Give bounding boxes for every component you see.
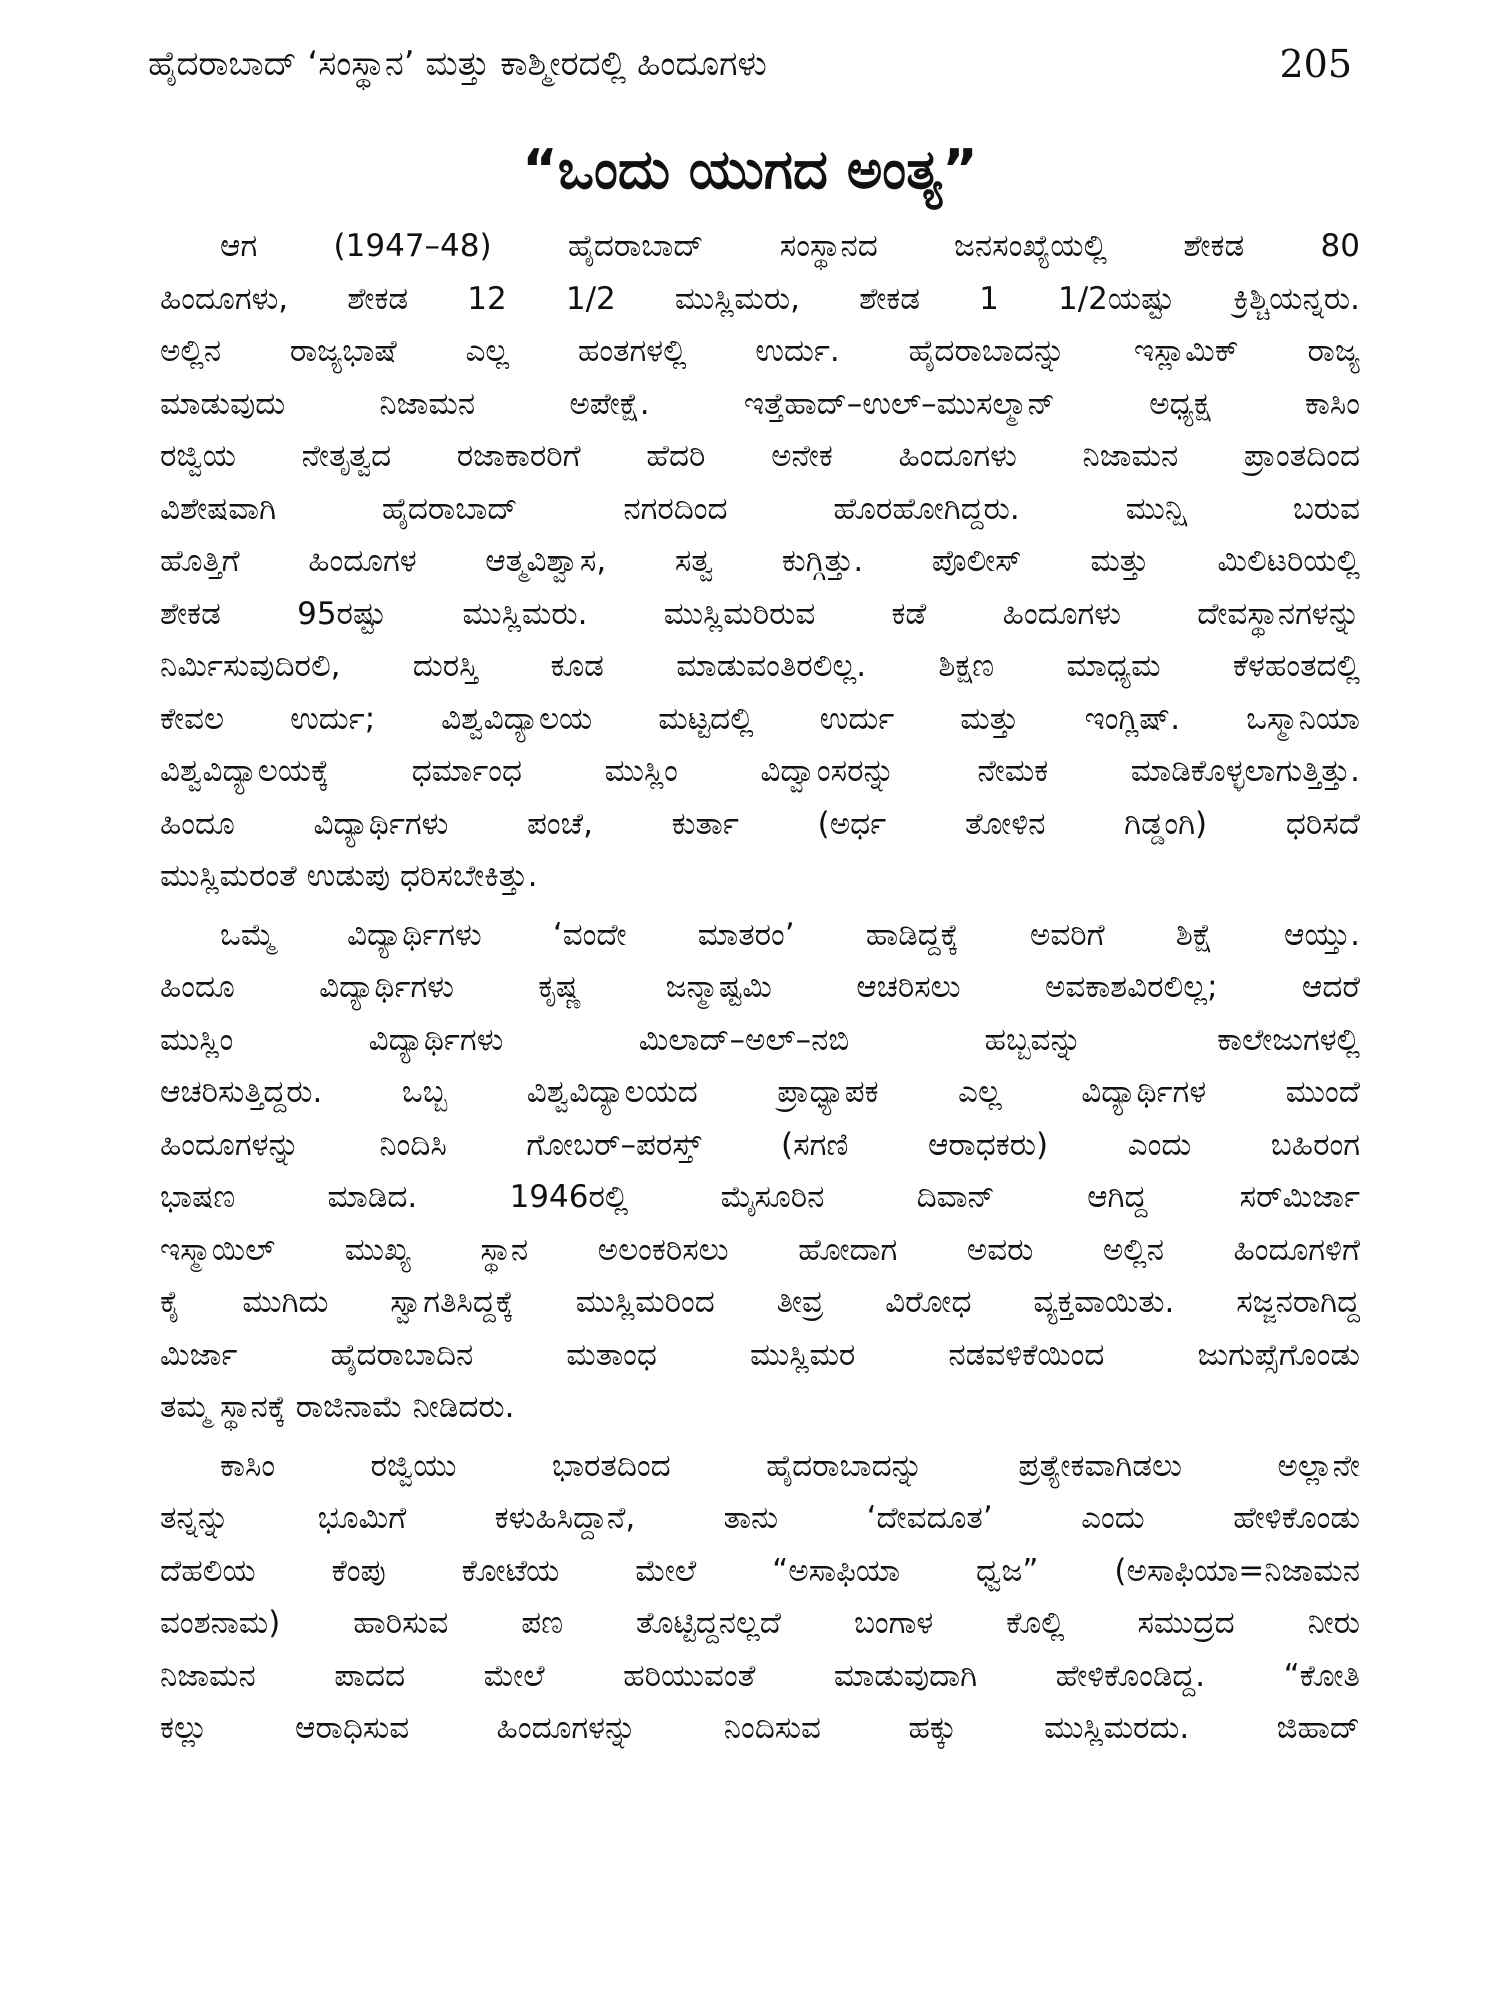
text-line: ಹೊತ್ತಿಗೆ ಹಿಂದೂಗಳ ಆತ್ಮವಿಶ್ವಾಸ, ಸತ್ವ ಕುಗ್ಗಿತ್ತು. ಪೊಲೀಸ್ ಮತ್ತು ಮಿಲಿಟರಿಯಲ್ಲಿ xyxy=(160,543,1360,579)
paragraph-2 xyxy=(160,909,1360,1434)
text-line: ನಿರ್ಮಿಸುವುದಿರಲಿ, ದುರಸ್ತಿ ಕೂಡ ಮಾಡುವಂತಿರಲಿಲ್ಲ. ಶಿಕ್ಷಣ ಮಾಧ್ಯಮ ಕೆಳಹಂತದಲ್ಲಿ xyxy=(160,648,1360,684)
text-line: ಭಾಷಣ ಮಾಡಿದ. 1946ರಲ್ಲಿ ಮೈಸೂರಿನ ದಿವಾನ್ ಆಗಿದ್ದ ಸರ್‌ಮಿರ್ಜಾ xyxy=(160,1179,1360,1215)
text-line: ಇಸ್ಮಾಯಿಲ್ ಮುಖ್ಯ ಸ್ಥಾನ ಅಲಂಕರಿಸಲು ಹೋದಾಗ ಅವರು ಅಲ್ಲಿನ ಹಿಂದೂಗಳಿಗೆ xyxy=(160,1231,1360,1268)
text-line: ರಜ್ವಿಯ ನೇತೃತ್ವದ ರಜಾಕಾರರಿಗೆ ಹೆದರಿ ಅನೇಕ ಹಿಂದೂಗಳು ನಿಜಾಮನ ಪ್ರಾಂತದಿಂದ xyxy=(160,438,1360,474)
text-line: ತಮ್ಮ ಸ್ಥಾನಕ್ಕೆ ರಾಜಿನಾಮೆ ನೀಡಿದರು. xyxy=(160,1389,515,1425)
text-line: ಹಿಂದೂಗಳು, ಶೇಕಡ 12 1/2 ಮುಸ್ಲಿಮರು, ಶೇಕಡ 1 1/2ಯಷ್ಟು ಕ್ರಿಶ್ಚಿಯನ್ನರು. xyxy=(160,280,1360,317)
text-line: ಕೇವಲ ಉರ್ದು; ವಿಶ್ವವಿದ್ಯಾಲಯ ಮಟ್ಟದಲ್ಲಿ ಉರ್ದು ಮತ್ತು ಇಂಗ್ಲಿಷ್. ಒಸ್ಮಾನಿಯಾ xyxy=(160,700,1360,737)
text-line: ದೆಹಲಿಯ ಕೆಂಪು ಕೋಟೆಯ ಮೇಲೆ “ಅಸಾಫಿಯಾ ಧ್ವಜ” (ಅಸಾಫಿಯಾ=ನಿಜಾಮನ xyxy=(160,1552,1360,1589)
text-line: ನಿಜಾಮನ ಪಾದದ ಮೇಲೆ ಹರಿಯುವಂತೆ ಮಾಡುವುದಾಗಿ ಹೇಳಿಕೊಂಡಿದ್ದ. “ಕೋತಿ xyxy=(160,1657,1360,1694)
text-line: ಹಿಂದೂ ವಿದ್ಯಾರ್ಥಿಗಳು ಕೃಷ್ಣ ಜನ್ಮಾಷ್ಟಮಿ ಆಚರಿಸಲು ಅವಕಾಶವಿರಲಿಲ್ಲ; ಆದರೆ xyxy=(160,969,1360,1005)
text-line: ಶೇಕಡ 95ರಷ್ಟು ಮುಸ್ಲಿಮರು. ಮುಸ್ಲಿಮರಿರುವ ಕಡೆ ಹಿಂದೂಗಳು ದೇವಸ್ಥಾನಗಳನ್ನು xyxy=(160,595,1360,632)
text-line: ಮಾಡುವುದು ನಿಜಾಮನ ಅಪೇಕ್ಷೆ. ಇತ್ತೆಹಾದ್–ಉಲ್–ಮುಸಲ್ಮಾನ್ ಅಧ್ಯಕ್ಷ ಕಾಸಿಂ xyxy=(160,385,1360,422)
text-line: ಆಗ (1947–48) ಹೈದರಾಬಾದ್ ಸಂಸ್ಥಾನದ ಜನಸಂಖ್ಯೆಯಲ್ಲಿ ಶೇಕಡ 80 xyxy=(220,228,1360,264)
text-line: ಕಾಸಿಂ ರಜ್ವಿಯು ಭಾರತದಿಂದ ಹೈದರಾಬಾದನ್ನು ಪ್ರತ್ಯೇಕವಾಗಿಡಲು ಅಲ್ಲಾನೇ xyxy=(220,1447,1360,1484)
text-line: ಒಮ್ಮೆ ವಿದ್ಯಾರ್ಥಿಗಳು ‘ವಂದೇ ಮಾತರಂ’ ಹಾಡಿದ್ದಕ್ಕೆ ಅವರಿಗೆ ಶಿಕ್ಷೆ ಆಯ್ತು. xyxy=(220,916,1360,953)
text-line: ತನ್ನನ್ನು ಭೂಮಿಗೆ ಕಳುಹಿಸಿದ್ದಾನೆ, ತಾನು ‘ದೇವದೂತ’ ಎಂದು ಹೇಳಿಕೊಂಡು xyxy=(160,1500,1360,1536)
text-line: ಕೈ ಮುಗಿದು ಸ್ವಾಗತಿಸಿದ್ದಕ್ಕೆ ಮುಸ್ಲಿಮರಿಂದ ತೀವ್ರ ವಿರೋಧ ವ್ಯಕ್ತವಾಯಿತು. ಸಜ್ಜನರಾಗಿದ್ದ xyxy=(160,1284,1360,1320)
text-line: ಮಿರ್ಜಾ ಹೈದರಾಬಾದಿನ ಮತಾಂಧ ಮುಸ್ಲಿಮರ ನಡವಳಿಕೆಯಿಂದ ಜುಗುಪ್ಸೆಗೊಂಡು xyxy=(160,1336,1360,1373)
text-line: ವಂಶನಾಮ) ಹಾರಿಸುವ ಪಣ ತೊಟ್ಟಿದ್ದನಲ್ಲದೆ ಬಂಗಾಳ ಕೊಲ್ಲಿ ಸಮುದ್ರದ ನೀರು xyxy=(160,1605,1360,1641)
text-line: ಹಿಂದೂಗಳನ್ನು ನಿಂದಿಸಿ ಗೋಬರ್–ಪರಸ್ತ್ (ಸಗಣಿ ಆರಾಧಕರು) ಎಂದು ಬಹಿರಂಗ xyxy=(160,1126,1360,1163)
text-line: ಮುಸ್ಲಿಂ ವಿದ್ಯಾರ್ಥಿಗಳು ಮಿಲಾದ್–ಅಲ್–ನಬಿ ಹಬ್ಬವನ್ನು ಕಾಲೇಜುಗಳಲ್ಲಿ xyxy=(160,1021,1360,1058)
running-title: ಹೈದರಾಬಾದ್ ‘ಸಂಸ್ಥಾನ’ ಮತ್ತು ಕಾಶ್ಮೀರದಲ್ಲಿ ಹಿಂದೂಗಳು xyxy=(148,44,767,84)
text-line: ಆಚರಿಸುತ್ತಿದ್ದರು. ಒಬ್ಬ ವಿಶ್ವವಿದ್ಯಾಲಯದ ಪ್ರಾಧ್ಯಾಪಕ ಎಲ್ಲ ವಿದ್ಯಾರ್ಥಿಗಳ ಮುಂದೆ xyxy=(160,1074,1360,1110)
text-line: ಹಿಂದೂ ವಿದ್ಯಾರ್ಥಿಗಳು ಪಂಚೆ, ಕುರ್ತಾ (ಅರ್ಧ ತೋಳಿನ ಗಿಡ್ಡಂಗಿ) ಧರಿಸದೆ xyxy=(160,805,1360,842)
text-line: ಮುಸ್ಲಿಮರಂತೆ ಉಡುಪು ಧರಿಸಬೇಕಿತ್ತು. xyxy=(160,858,538,894)
paragraph-1 xyxy=(160,220,1360,903)
text-line: ವಿಶೇಷವಾಗಿ ಹೈದರಾಬಾದ್ ನಗರದಿಂದ ಹೊರಹೋಗಿದ್ದರು. ಮುನ್ಷಿ ಬರುವ xyxy=(160,490,1360,527)
text-line: ಕಲ್ಲು ಆರಾಧಿಸುವ ಹಿಂದೂಗಳನ್ನು ನಿಂದಿಸುವ ಹಕ್ಕು ಮುಸ್ಲಿಮರದು. ಜಿಹಾದ್ xyxy=(160,1710,1360,1746)
text-line: ವಿಶ್ವವಿದ್ಯಾಲಯಕ್ಕೆ ಧರ್ಮಾಂಧ ಮುಸ್ಲಿಂ ವಿದ್ವಾಂಸರನ್ನು ನೇಮಕ ಮಾಡಿಕೊಳ್ಳಲಾಗುತ್ತಿತ್ತು. xyxy=(160,753,1360,789)
text-line: ಅಲ್ಲಿನ ರಾಜ್ಯಭಾಷೆ ಎಲ್ಲ ಹಂತಗಳಲ್ಲಿ ಉರ್ದು. ಹೈದರಾಬಾದನ್ನು ಇಸ್ಲಾಮಿಕ್ ರಾಜ್ಯ xyxy=(160,333,1360,369)
body-text xyxy=(160,220,1360,1761)
chapter-title: “ಒಂದು ಯುಗದ ಅಂತ್ಯ” xyxy=(522,138,978,201)
page-number: 205 xyxy=(1279,42,1352,86)
paragraph-3 xyxy=(160,1440,1360,1755)
